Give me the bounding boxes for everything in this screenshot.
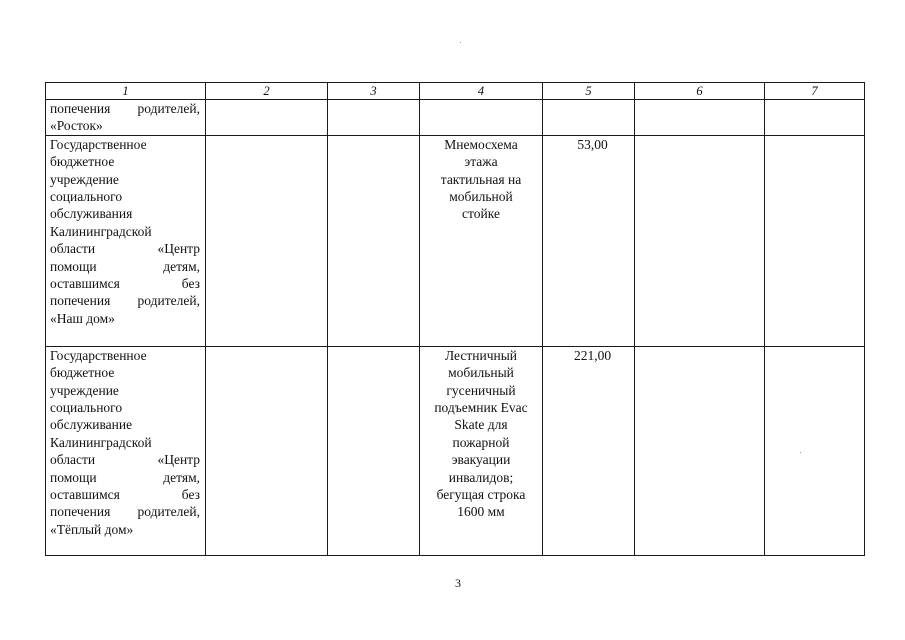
institution-line: «Росток» <box>50 118 103 134</box>
cell-col7 <box>765 135 865 346</box>
scan-speck <box>460 42 461 43</box>
institution-text <box>46 136 205 327</box>
cell-col3 <box>328 346 420 555</box>
cell-col6 <box>635 135 765 346</box>
header-cell-4: 4 <box>420 83 543 100</box>
item-line: гусеничный <box>446 382 516 398</box>
table-row <box>46 100 865 136</box>
item-line: Лестничный <box>444 347 518 363</box>
cell-col2 <box>206 135 328 346</box>
header-row <box>46 83 865 100</box>
item-line: Skate для <box>454 417 508 433</box>
institution-line: Государственное <box>50 347 147 363</box>
institution-line: обслуживание <box>50 417 133 433</box>
institution-line: «Тёплый дом» <box>50 521 134 537</box>
item-line: инвалидов; <box>448 469 514 485</box>
item-line: 1600 мм <box>457 504 505 520</box>
item-text <box>420 136 542 223</box>
institution-line: попечения родителей, <box>50 504 200 520</box>
institution-line: учреждение <box>50 171 119 187</box>
institution-line: попечения родителей, <box>50 293 200 309</box>
item-cell <box>420 346 543 555</box>
institution-line: бюджетное <box>50 365 115 381</box>
cell-col7 <box>765 100 865 136</box>
amount-value: 53,00 <box>577 136 608 152</box>
institution-line: области «Центр <box>50 452 200 468</box>
item-line: Мнемосхема <box>444 136 518 152</box>
cell-col4 <box>420 100 543 136</box>
header-cell-3: 3 <box>328 83 420 100</box>
institution-line: «Наш дом» <box>50 310 115 326</box>
cell-col2 <box>206 346 328 555</box>
institution-line: Калининградской <box>50 434 152 450</box>
institution-line: попечения родителей, <box>50 101 200 116</box>
cell-col6 <box>635 346 765 555</box>
amount-cell <box>543 346 635 555</box>
institution-cell <box>46 100 206 136</box>
item-line: мобильной <box>449 189 513 205</box>
institution-line: оставшимся без <box>50 276 200 292</box>
cell-col3 <box>328 135 420 346</box>
cell-col6 <box>635 100 765 136</box>
item-line: бегущая строка <box>436 487 526 503</box>
institution-line: учреждение <box>50 382 119 398</box>
item-line: пожарной <box>452 434 510 450</box>
cell-col2 <box>206 100 328 136</box>
header-cell-2: 2 <box>206 83 328 100</box>
institution-line: Калининградской <box>50 223 152 239</box>
item-line: тактильная на <box>440 171 522 187</box>
institution-cell <box>46 135 206 346</box>
cell-col7 <box>765 346 865 555</box>
table-row <box>46 346 865 555</box>
institution-line: социального <box>50 189 123 205</box>
header-cell-1: 1 <box>46 83 206 100</box>
scan-speck <box>800 452 801 453</box>
item-text <box>420 347 542 521</box>
header-cell-7: 7 <box>765 83 865 100</box>
institution-line: социального <box>50 400 123 416</box>
institution-line: помощи детям, <box>50 469 200 485</box>
amount-cell <box>543 135 635 346</box>
institution-text <box>46 100 205 135</box>
institution-line: оставшимся без <box>50 487 200 503</box>
data-table <box>45 82 865 556</box>
item-line: мобильный <box>448 365 514 381</box>
institution-line: области «Центр <box>50 241 200 257</box>
institution-cell <box>46 346 206 555</box>
table-row <box>46 135 865 346</box>
institution-text <box>46 347 205 538</box>
page-number: 3 <box>455 576 461 590</box>
item-line: эвакуации <box>451 452 511 468</box>
item-cell <box>420 135 543 346</box>
institution-line: бюджетное <box>50 154 115 170</box>
header-cell-6: 6 <box>635 83 765 100</box>
institution-line: помощи детям, <box>50 258 200 274</box>
amount-value: 221,00 <box>573 347 612 363</box>
institution-line: Государственное <box>50 136 147 152</box>
item-line: этажа <box>464 154 498 170</box>
item-line: стойке <box>462 206 500 222</box>
cell-col3 <box>328 100 420 136</box>
institution-line: обслуживания <box>50 206 133 222</box>
cell-col5 <box>543 100 635 136</box>
header-cell-5: 5 <box>543 83 635 100</box>
item-line: подъемник Evac <box>434 400 528 416</box>
